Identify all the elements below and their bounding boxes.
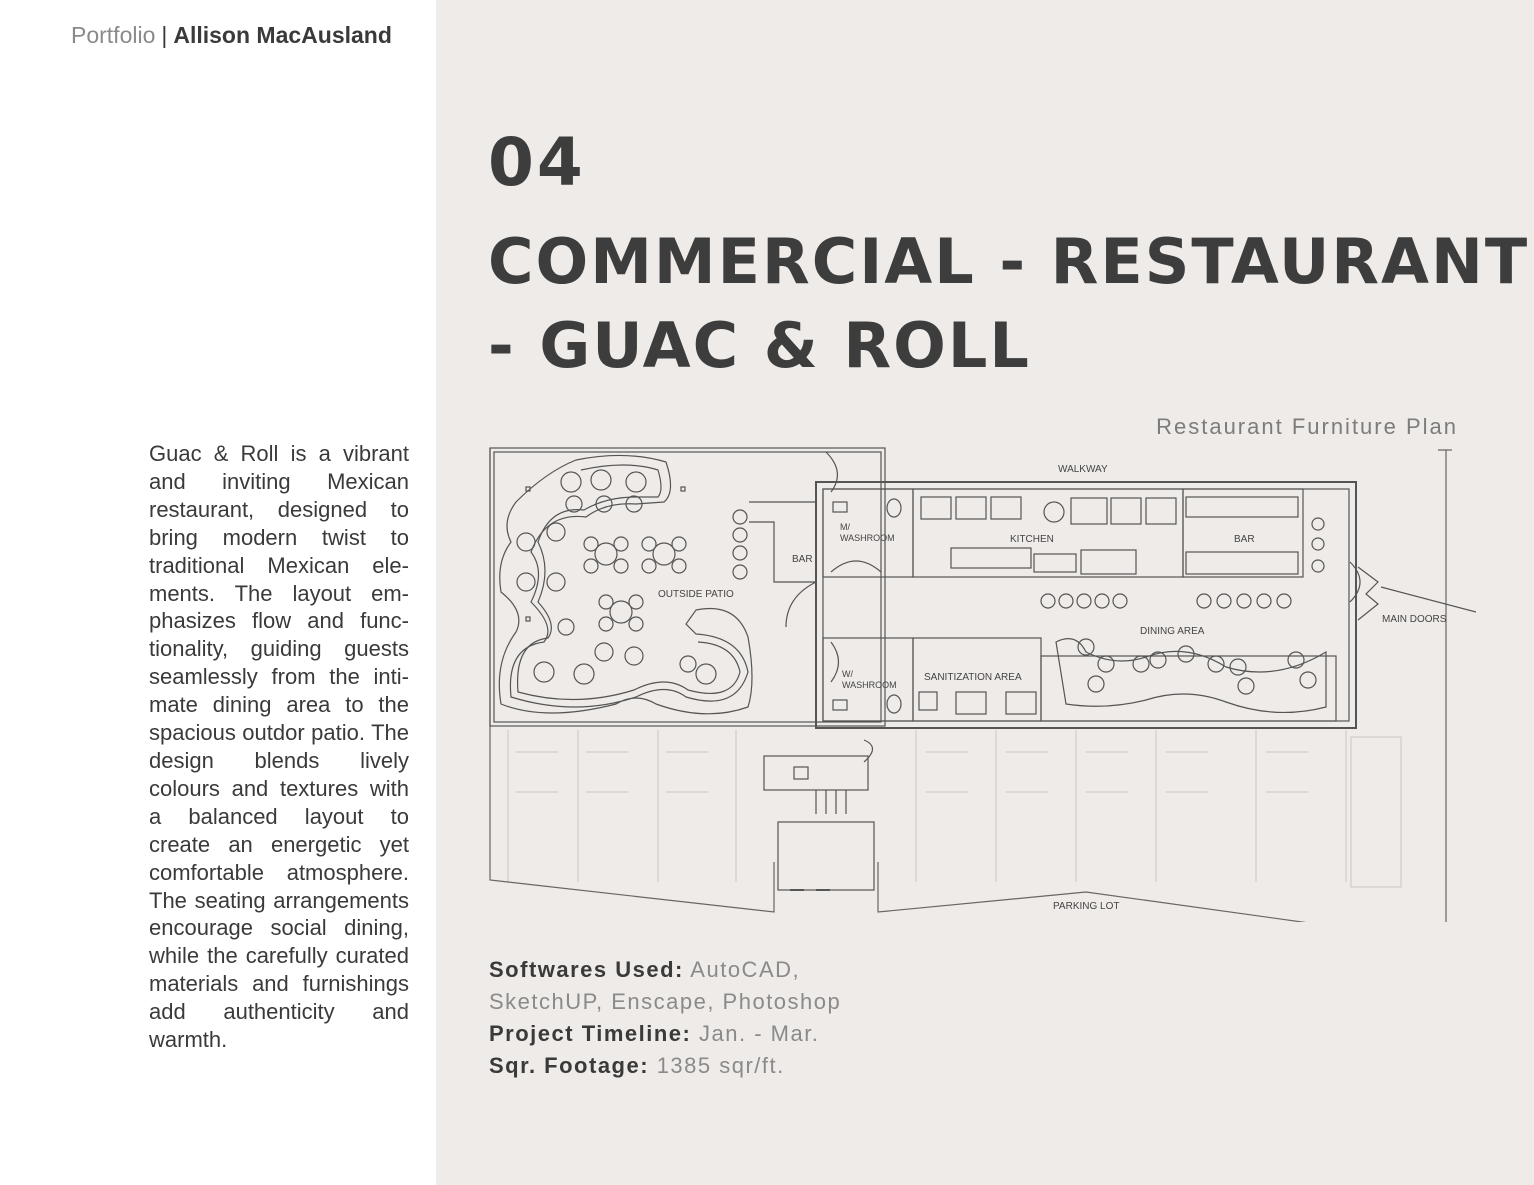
parking-stalls <box>508 730 1401 887</box>
description-text: Guac & Roll is a vibrant and inviting Mexican restaurant, designed to bring modern twist to traditional Mexican elements. The layout emphasizes flow and functionality, guiding guests seamlessly from the intimate dining area to the spacious outdor patio. The design blends lively colours and textures with a balanced layout to create an energetic yet comfortable atmosphere. The seating arrangements encourage social dining, while the carefully curated materials and furnishings add authenticity and warmth. <box>149 441 409 1053</box>
page-header <box>71 22 392 49</box>
label-parking-lot: PARKING LOT <box>1053 901 1120 912</box>
patio-bar-stools <box>733 510 747 579</box>
plan-caption: Restaurant Furniture Plan <box>1156 414 1458 439</box>
dining-seating <box>1056 639 1326 713</box>
timeline-row <box>489 1019 841 1048</box>
timeline-label: Project Timeline: <box>489 1021 692 1046</box>
project-title <box>488 220 1530 388</box>
software-label: Softwares Used: <box>489 957 684 982</box>
project-description <box>149 440 409 1054</box>
author-name: Allison MacAusland <box>173 22 392 48</box>
sanitization-equipment <box>919 692 1036 714</box>
footage-value: 1385 sqr/ft. <box>656 1053 785 1078</box>
footage-label: Sqr. Footage: <box>489 1053 650 1078</box>
label-outside-patio: OUTSIDE PATIO <box>658 589 734 600</box>
project-title-line2: - GUAC & ROLL <box>488 309 1031 382</box>
footage-row <box>489 1051 841 1080</box>
label-m-washroom-2: WASHROOM <box>840 533 895 543</box>
label-w-washroom-1: W/ <box>842 669 853 679</box>
label-bar-inside: BAR <box>1234 534 1255 545</box>
patio-chairs <box>517 470 716 684</box>
project-details <box>489 955 841 1080</box>
bar-stools <box>1041 594 1291 608</box>
main-door <box>1358 567 1378 620</box>
label-kitchen: KITCHEN <box>1010 534 1054 545</box>
label-walkway: WALKWAY <box>1058 464 1108 475</box>
patio-tables <box>584 537 686 631</box>
label-dining-area: DINING AREA <box>1140 626 1205 637</box>
stair-block <box>764 740 874 890</box>
main-building <box>816 482 1360 728</box>
timeline-value: Jan. - Mar. <box>699 1021 820 1046</box>
software-row <box>489 955 841 984</box>
label-main-doors: MAIN DOORS <box>1382 614 1447 625</box>
header-separator: | <box>161 22 168 48</box>
patio-bar-counter <box>749 502 816 582</box>
software-value-2: SketchUP, Enscape, Photoshop <box>489 989 842 1014</box>
project-number: 04 <box>488 124 586 201</box>
header-section: Portfolio <box>71 22 156 48</box>
label-bar-patio: BAR <box>792 554 813 565</box>
label-sanitization: SANITIZATION AREA <box>924 672 1022 683</box>
label-m-washroom-1: M/ <box>840 522 850 532</box>
furniture-plan <box>486 442 1476 922</box>
software-row-cont <box>489 987 841 1016</box>
outside-patio <box>490 448 885 726</box>
label-w-washroom-2: WASHROOM <box>842 680 897 690</box>
project-title-line1: COMMERCIAL - RESTAURANT <box>488 225 1530 298</box>
software-value-1: AutoCAD, <box>690 957 801 982</box>
